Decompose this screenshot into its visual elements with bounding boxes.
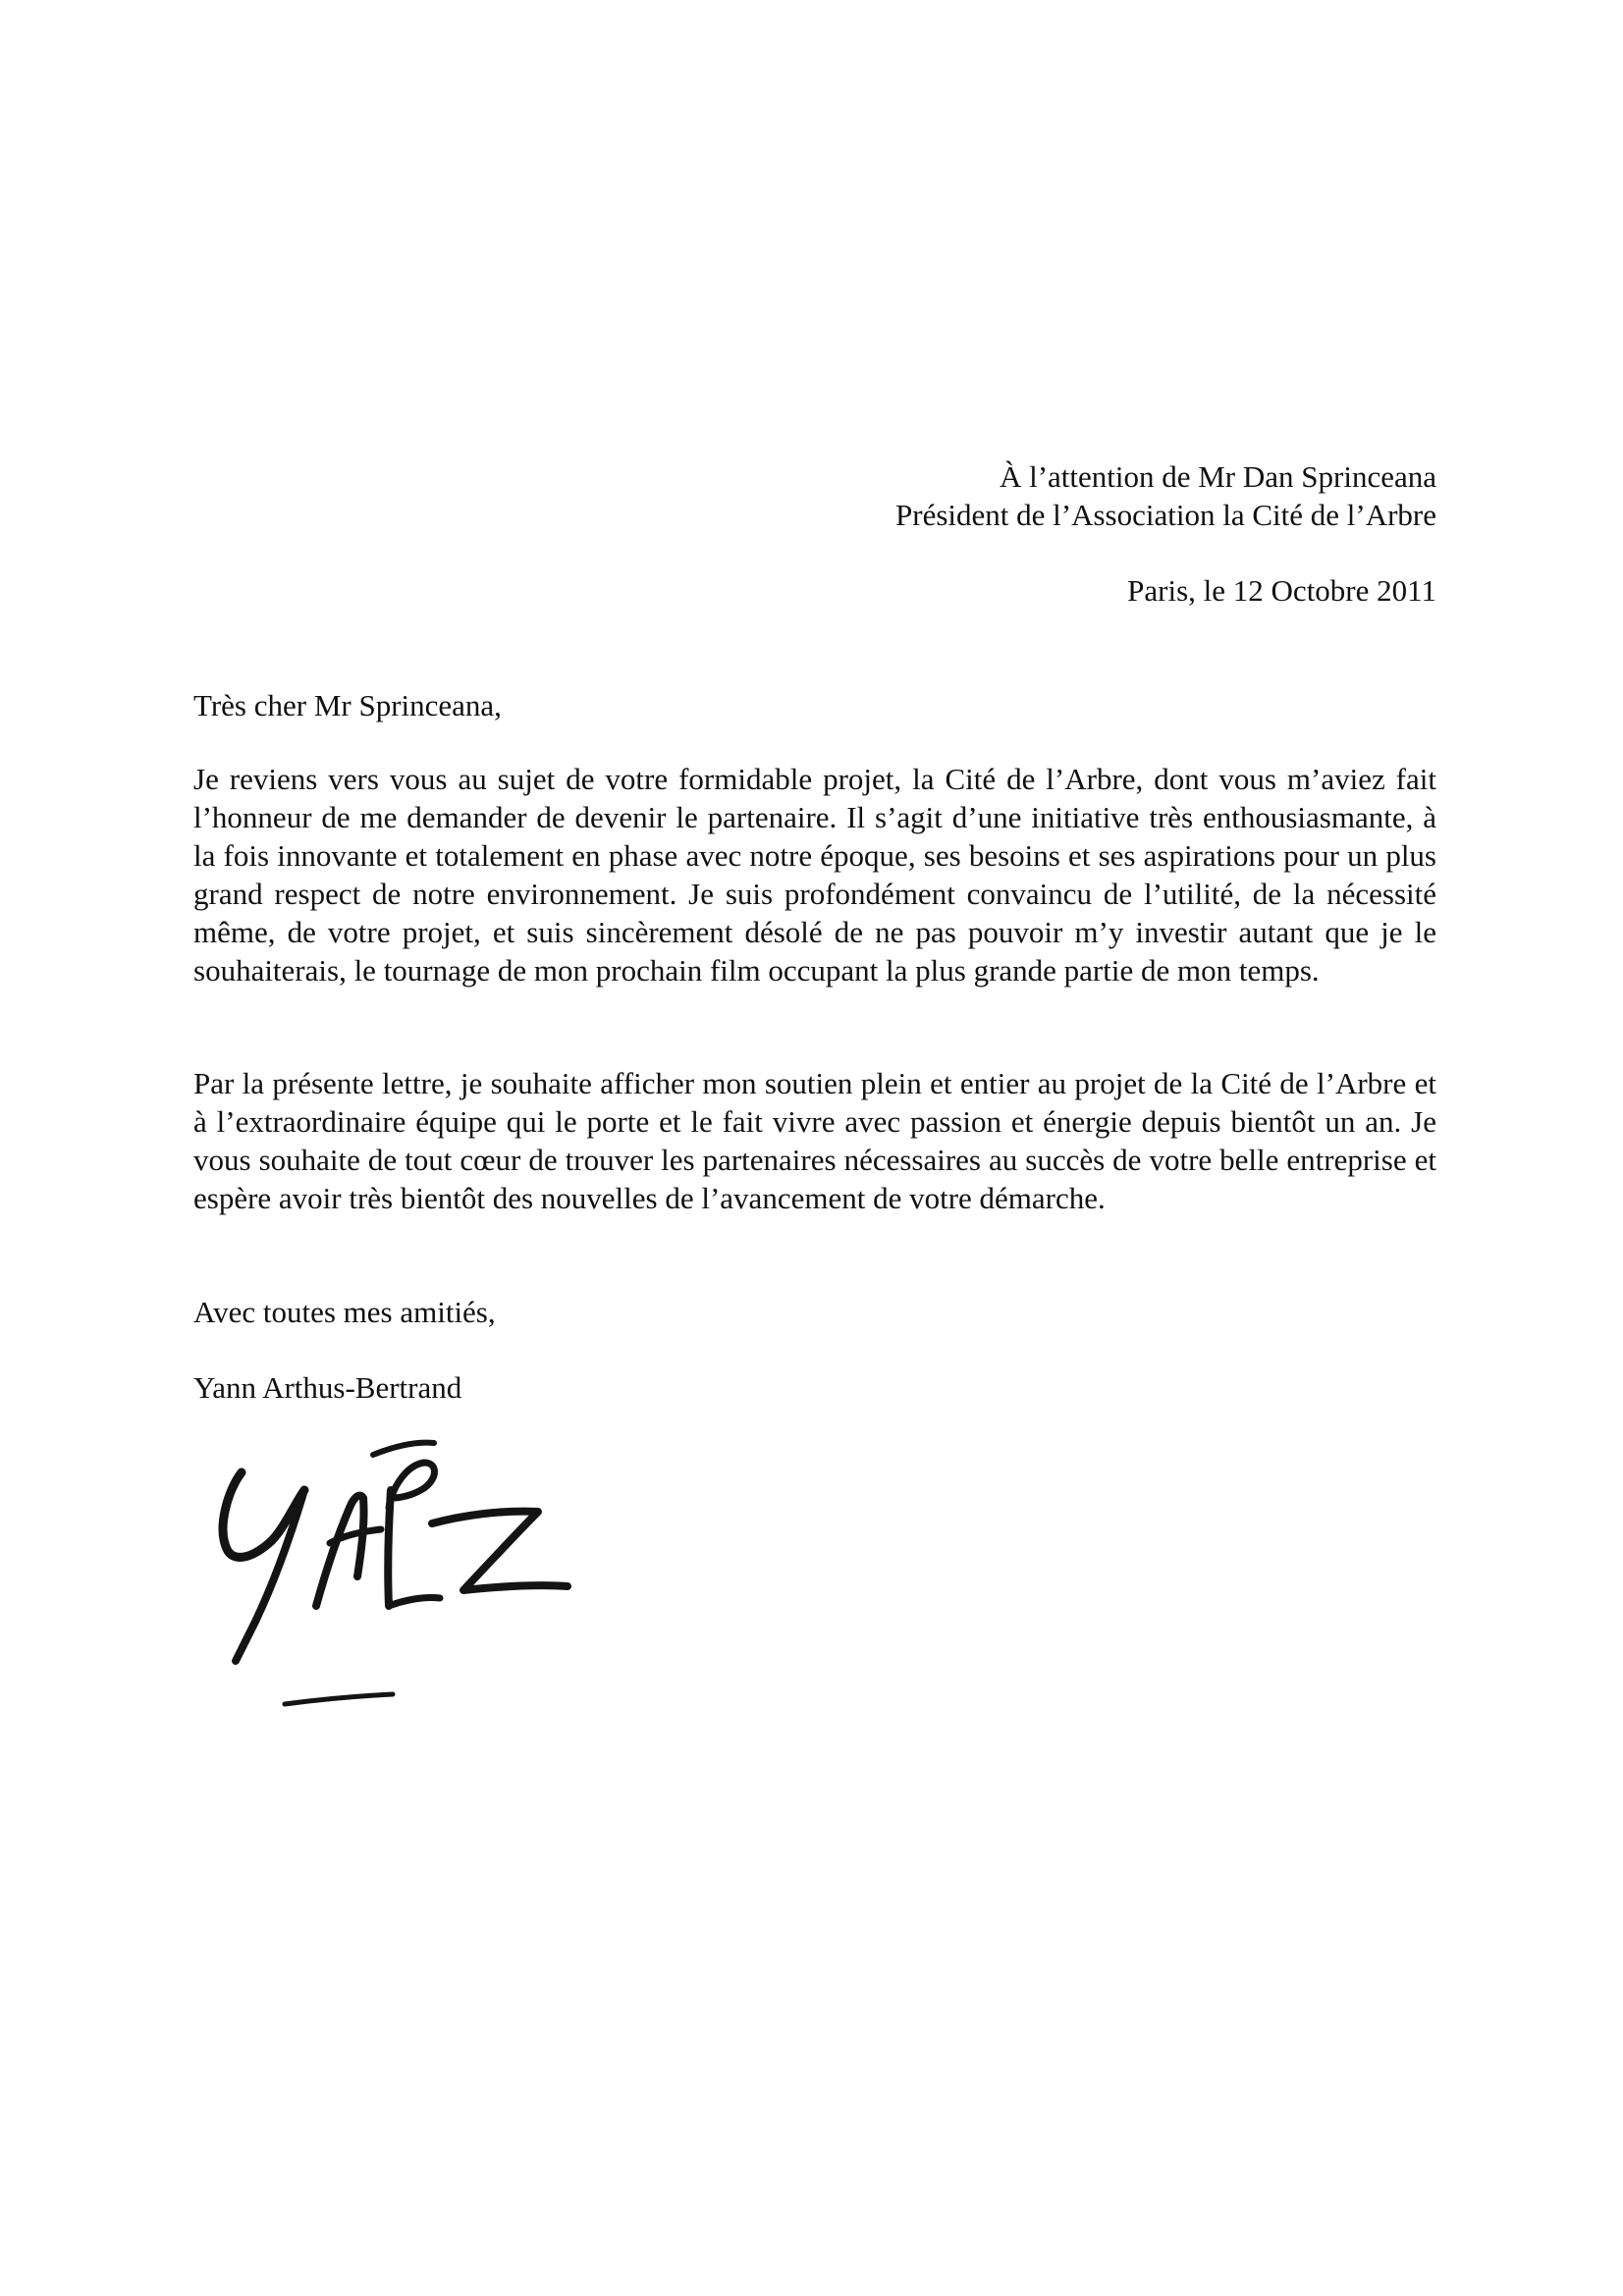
letter-date: Paris, le 12 Octobre 2011 <box>1127 573 1436 608</box>
body-paragraph-1: Je reviens vers vous au sujet de votre formidable projet, la Cité de l’Arbre, dont vous m’aviez fait l’honneur de me demander de devenir le partenaire. Il s’agit d’une initiative très enthousiasmante, à la fois innovante et totalement en phase avec notre époque, ses besoins et ses aspirations pour un plus grand respect de notre environnement. Je suis profondément convaincu de l’utilité, de la nécessité même, de votre projet, et suis sincèrement désolé de ne pas pouvoir m’y investir autant que je le souhaiterais, le tournage de mon prochain film occupant la plus grande partie de mon temps. <box>193 762 1436 988</box>
body-paragraph-2: Par la présente lettre, je souhaite afficher mon soutien plein et entier au projet de la Cité de l’Arbre et à l’extraordinaire équipe qui le porte et le fait vivre avec passion et énergie depuis bientôt un an. Je vous souhaite de tout cœur de trouver les partenaires nécessaires au succès de votre belle entreprise et espère avoir très bientôt des nouvelles de l’avancement de votre démarche. <box>193 1066 1436 1215</box>
signer-name: Yann Arthus-Bertrand <box>193 1370 462 1405</box>
recipient-line-2: Président de l’Association la Cité de l’Arbre <box>895 498 1436 532</box>
salutation: Très cher Mr Sprinceana, <box>193 688 502 722</box>
handwritten-signature-icon <box>206 1414 677 1747</box>
recipient-line-1: À l’attention de Mr Dan Sprinceana <box>999 459 1436 494</box>
closing-line: Avec toutes mes amitiés, <box>193 1295 496 1329</box>
